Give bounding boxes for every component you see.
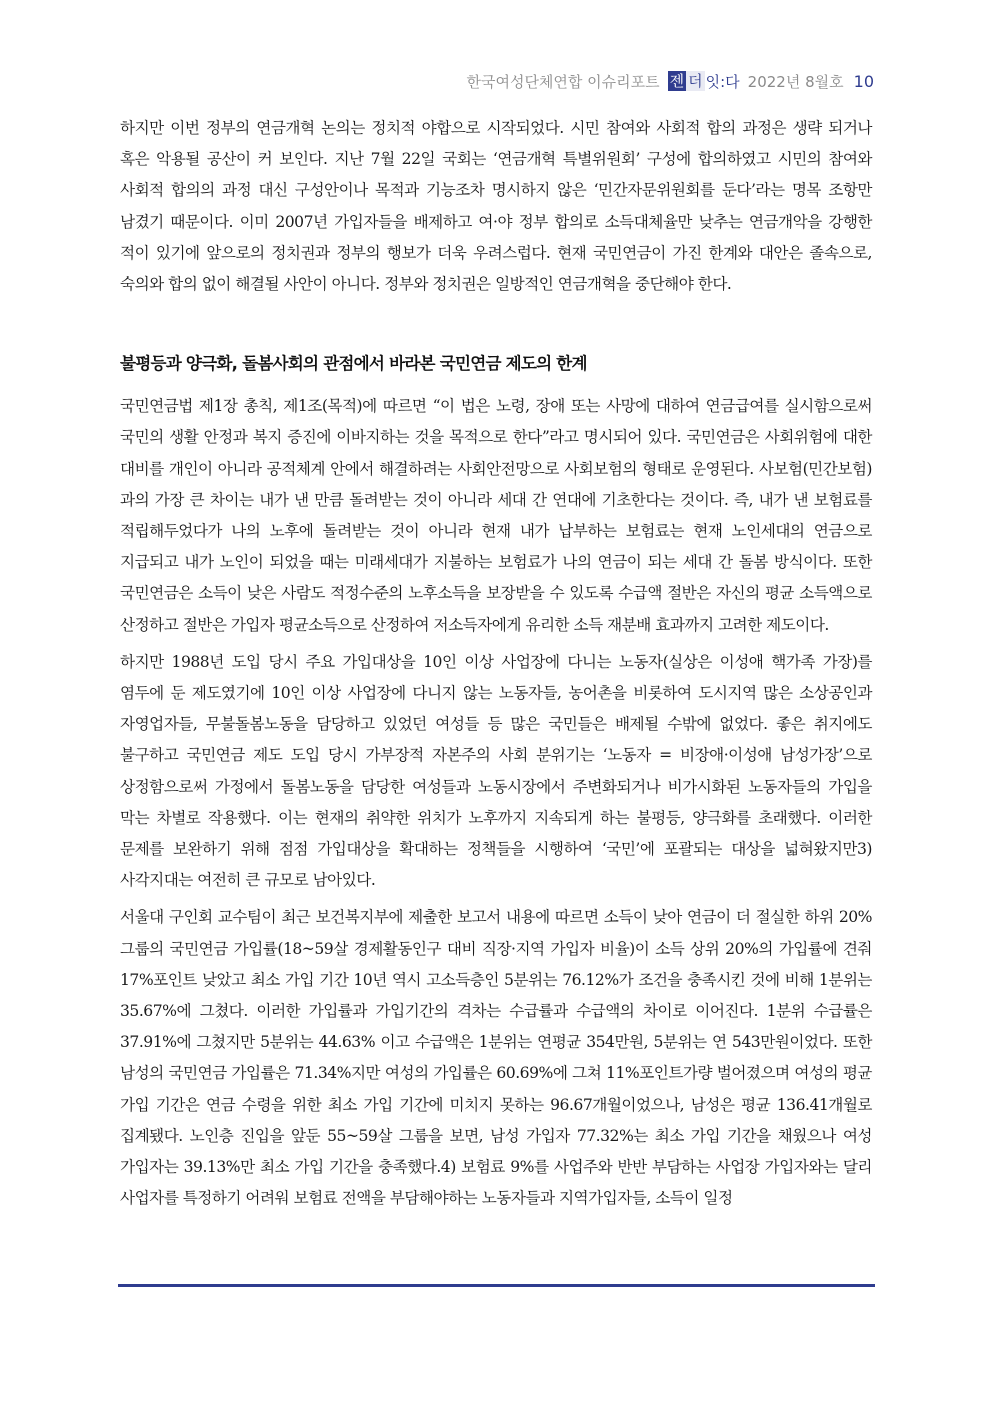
brand-part-1: 젠: [669, 72, 685, 90]
header-issue: 2022년 8월호: [747, 72, 844, 91]
section-heading: 불평등과 양극화, 돌봄사회의 관점에서 바라본 국민연금 제도의 한계: [120, 354, 587, 374]
brand-part-2: 더: [688, 72, 703, 90]
page-header: [466, 66, 874, 96]
intro-paragraph: 하지만 이번 정부의 연금개혁 논의는 정치적 야합으로 시작되었다. 시민 참여와 사회적 합의 과정은 생략 되거나 혹은 악용될 공산이 커 보인다. 지난 7월 22일 국회는 ‘연금개혁 특별위원회’ 구성에 합의하였고 시민의 참여와 사회적 합의의 과정 대신 구성안이나 목적과 기능조차 명시하지 않은 ‘민간자문위원회를 둔다’라는 명목 조항만 남겼기 때문이다. 이미 2007년 가입자들을 배제하고 여·야 정부 합의로 소득대체율만 낮추는 연금개악을 강행한 적이 있기에 앞으로의 정치권과 정부의 행보가 더욱 우려스럽다. 현재 국민연금이 가진 한계와 대안은 졸속으로, 숙의와 합의 없이 해결될 사안이 아니다. 정부와 정치권은 일방적인 연금개혁을 중단해야 한다.: [120, 119, 872, 294]
spacer: [120, 306, 872, 349]
header-org: 한국여성단체연합 이슈리포트: [466, 72, 660, 91]
footer-divider: [118, 1284, 875, 1287]
body-paragraph-2: 하지만 1988년 도입 당시 주요 가입대상을 10인 이상 사업장에 다니는 노동자(실상은 이성애 핵가족 가장)를 염두에 둔 제도였기에 10인 이상 사업장에 다니지 않는 노동자들, 농어촌을 비롯하여 도시지역 많은 소상공인과 자영업자들, 무불돌봄노동을 담당하고 있었던 여성들 등 많은 국민들은 배제될 수밖에 없었다. 좋은 취지에도 불구하고 국민연금 제도 도입 당시 가부장적 자본주의 사회 분위기는 ‘노동자 = 비장애·이성애 남성가장’으로 상정함으로써 가정에서 돌봄노동을 담당한 여성들과 노동시장에서 주변화되거나 비가시화된 노동자들의 가입을 막는 차별로 작용했다. 이는 현재의 취약한 위치가 노후까지 지속되게 하는 불평등, 양극화를 초래했다. 이러한 문제를 보완하기 위해 점점 가입대상을 확대하는 정책들을 시행하여 ‘국민’에 포괄되는 대상을 넓혀왔지만3) 사각지대는 여전히 큰 규모로 남아있다.: [120, 652, 872, 890]
brand-part-3: 잇:다: [705, 72, 740, 91]
body-paragraph-1: 국민연금법 제1장 총칙, 제1조(목적)에 따르면 “이 법은 노령, 장애 또는 사망에 대하여 연금급여를 실시함으로써 국민의 생활 안정과 복지 증진에 이바지하는 것을 목적으로 한다”라고 명시되어 있다. 국민연금은 사회위험에 대한 대비를 개인이 아니라 공적체계 안에서 해결하려는 사회안전망으로 사회보험의 형태로 운영된다. 사보험(민간보험)과의 가장 큰 차이는 내가 낸 만큼 돌려받는 것이 아니라 세대 간 연대에 기초한다는 것이다. 즉, 내가 낸 보험료를 적립해두었다가 나의 노후에 돌려받는 것이 아니라 현재 내가 납부하는 보험료는 현재 노인세대의 연금으로 지급되고 내가 노인이 되었을 때는 미래세대가 지불하는 보험료가 나의 연금이 되는 세대 간 돌봄 방식이다. 또한 국민연금은 소득이 낮은 사람도 적정수준의 노후소득을 보장받을 수 있도록 수급액 절반은 자신의 평균 소득액으로 산정하고 절반은 가입자 평균소득으로 산정하여 저소득자에게 유리한 소득 재분배 효과까지 고려한 제도이다.: [120, 397, 872, 634]
body-paragraph-3: 서울대 구인회 교수팀이 최근 보건복지부에 제출한 보고서 내용에 따르면 소득이 낮아 연금이 더 절실한 하위 20% 그룹의 국민연금 가입률(18~59살 경제활동인구 대비 직장·지역 가입자 비율)이 소득 상위 20%의 가입률에 견줘 17%포인트 낮았고 최소 가입 기간 10년 역시 고소득층인 5분위는 76.12%가 조건을 충족시킨 것에 비해 1분위는 35.67%에 그쳤다. 이러한 가입률과 가입기간의 격차는 수급률과 수급액의 차이로 이어진다. 1분위 수급률은 37.91%에 그쳤지만 5분위는 44.63% 이고 수급액은 1분위는 연평균 354만원, 5분위는 연 543만원이었다. 또한 남성의 국민연금 가입률은 71.34%지만 여성의 가입률은 60.69%에 그쳐 11%포인트가량 벌어졌으며 여성의 평균 가입 기간은 연금 수령을 위한 최소 가입 기간에 미치지 못하는 96.67개월이었으나, 남성은 평균 136.41개월로 집계됐다. 노인층 진입을 앞둔 55~59살 그룹을 보면, 남성 가입자 77.32%는 최소 가입 기간을 채웠으나 여성 가입자는 39.13%만 최소 가입 기간을 충족했다.4) 보험료 9%를 사업주와 반반 부담하는 사업장 가입자와는 달리 사업자를 특정하기 어려워 보험료 전액을 부담해야하는 노동자들과 지역가입자들, 소득이 일정: [120, 908, 872, 1208]
page-number: 10: [853, 71, 874, 91]
brand-logo: [668, 71, 740, 92]
document-body: [120, 113, 872, 1221]
